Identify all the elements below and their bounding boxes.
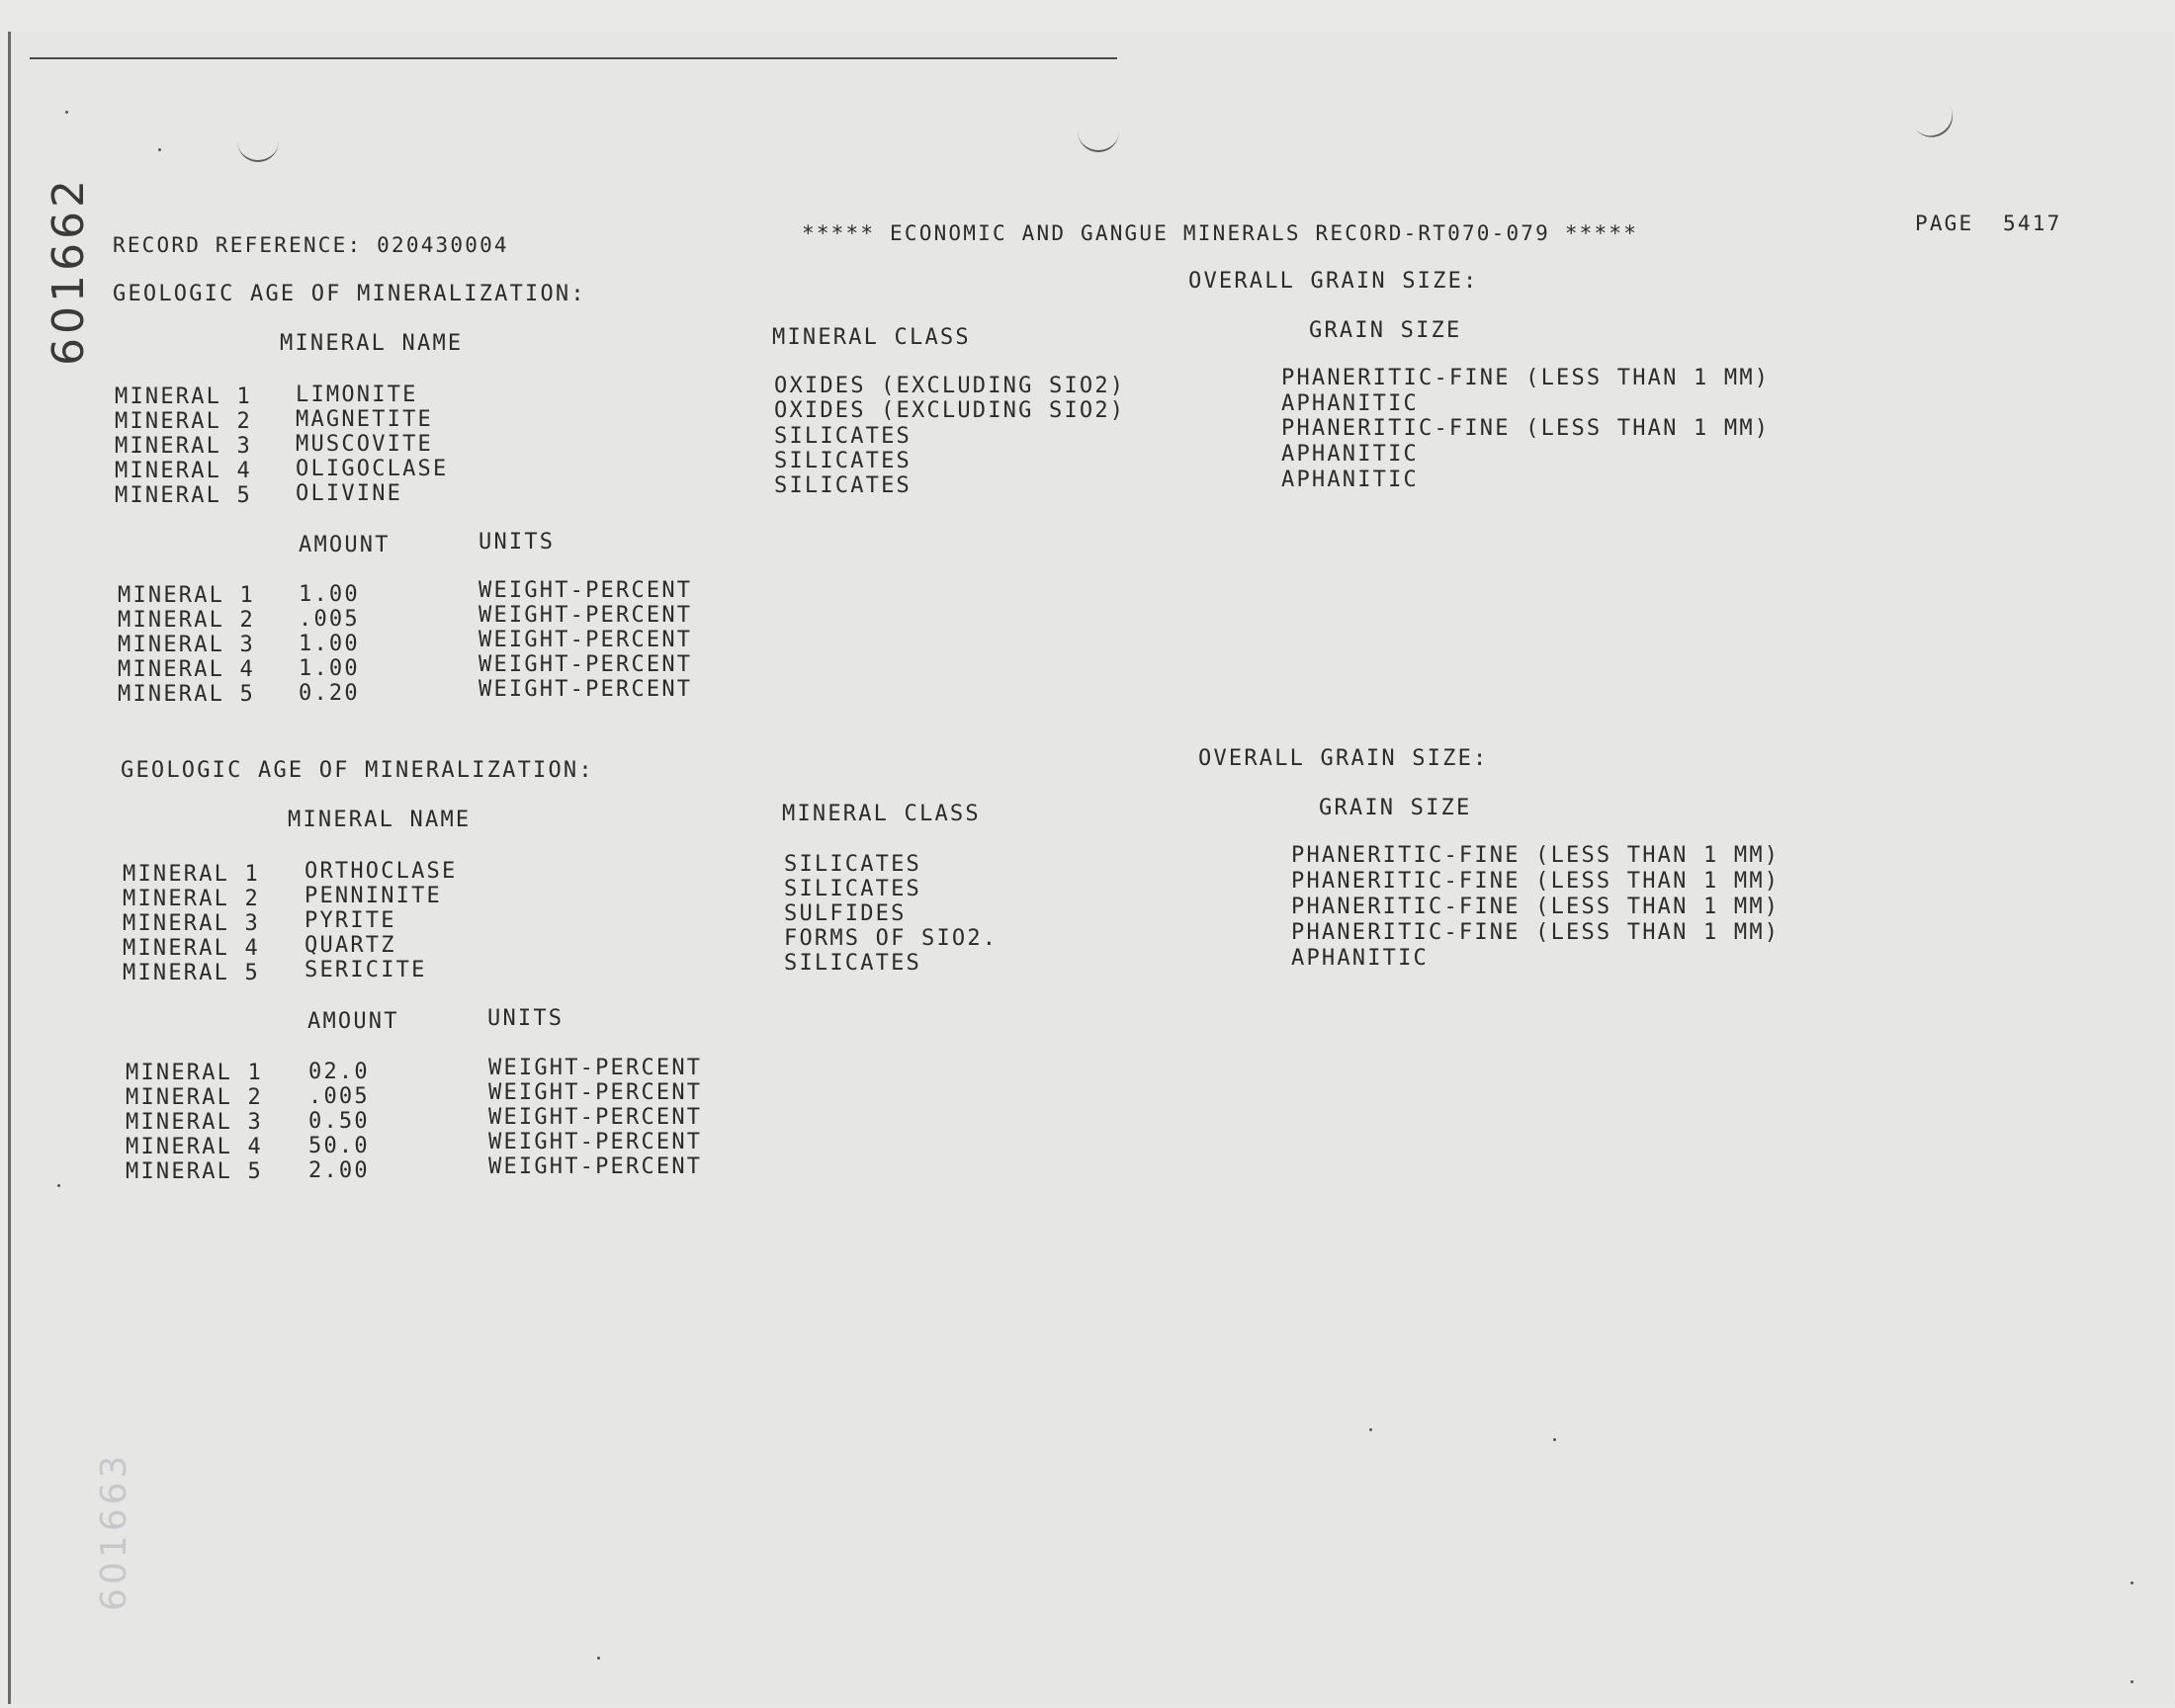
mineral-class: SILICATES xyxy=(784,951,922,976)
paper-edge-line xyxy=(30,57,1117,59)
scan-speck xyxy=(2131,1581,2133,1584)
mineral-amount: 0.50 xyxy=(308,1109,370,1134)
mineral-class: OXIDES (EXCLUDING SIO2) xyxy=(774,398,1126,423)
mineral-amount: .005 xyxy=(308,1084,370,1109)
mineral-label: MINERAL 2 xyxy=(118,608,256,633)
scan-speck xyxy=(2131,1680,2133,1683)
col-units: UNITS xyxy=(478,530,556,555)
col-units: UNITS xyxy=(487,1006,565,1031)
mineral-name: OLIGOCLASE xyxy=(296,457,449,481)
col-mineral-class: MINERAL CLASS xyxy=(782,802,981,826)
record-title: ***** ECONOMIC AND GANGUE MINERALS RECORD-RT070-079 ***** xyxy=(802,221,1639,245)
scan-speck xyxy=(597,1657,600,1660)
col-mineral-name: MINERAL NAME xyxy=(280,331,464,356)
mineral-class: FORMS OF SIO2. xyxy=(784,926,999,951)
page-number: PAGE 5417 xyxy=(1915,212,2062,235)
mineral-label: MINERAL 1 xyxy=(123,862,261,887)
mineral-label: MINERAL 1 xyxy=(118,583,256,608)
mineral-label: MINERAL 5 xyxy=(115,483,253,508)
grain-size: PHANERITIC-FINE (LESS THAN 1 MM) xyxy=(1281,366,1771,390)
mineral-label: MINERAL 2 xyxy=(126,1085,264,1110)
scan-speck xyxy=(1553,1438,1556,1441)
grain-size: PHANERITIC-FINE (LESS THAN 1 MM) xyxy=(1281,416,1771,441)
col-amount: AMOUNT xyxy=(307,1009,399,1034)
mineral-name: ORTHOCLASE xyxy=(304,859,458,884)
scan-speck xyxy=(57,1184,60,1187)
mineral-label: MINERAL 3 xyxy=(118,633,256,657)
document-number-stamp: 601662 xyxy=(44,176,94,366)
mineral-units: WEIGHT-PERCENT xyxy=(478,652,693,677)
mineral-name: MAGNETITE xyxy=(296,407,434,432)
scan-speck xyxy=(158,148,161,151)
mineral-label: MINERAL 1 xyxy=(126,1061,264,1085)
mineral-label: MINERAL 5 xyxy=(126,1159,264,1184)
mineral-amount: 1.00 xyxy=(299,656,360,681)
col-amount: AMOUNT xyxy=(299,533,391,557)
scan-speck xyxy=(65,111,68,114)
mineral-label: MINERAL 2 xyxy=(123,887,261,911)
grain-size: PHANERITIC-FINE (LESS THAN 1 MM) xyxy=(1291,895,1781,919)
mineral-units: WEIGHT-PERCENT xyxy=(488,1080,703,1105)
record-reference: RECORD REFERENCE: 020430004 xyxy=(113,233,509,257)
mineral-label: MINERAL 2 xyxy=(115,409,253,434)
mineral-amount: 0.20 xyxy=(299,681,360,706)
mineral-class: SILICATES xyxy=(784,852,922,877)
mineral-amount: 1.00 xyxy=(299,632,360,656)
document-number-stamp-faint: 601663 xyxy=(94,1451,134,1611)
mineral-units: WEIGHT-PERCENT xyxy=(478,628,693,652)
geologic-age-label: GEOLOGIC AGE OF MINERALIZATION: xyxy=(121,758,594,783)
grain-size: PHANERITIC-FINE (LESS THAN 1 MM) xyxy=(1291,843,1781,868)
mineral-label: MINERAL 3 xyxy=(123,911,261,936)
mineral-label: MINERAL 1 xyxy=(115,384,253,409)
mineral-label: MINERAL 4 xyxy=(115,459,253,483)
grain-size: PHANERITIC-FINE (LESS THAN 1 MM) xyxy=(1291,869,1781,894)
mineral-class: SILICATES xyxy=(784,877,922,901)
overall-grain-size-label: OVERALL GRAIN SIZE: xyxy=(1198,746,1489,771)
col-mineral-name: MINERAL NAME xyxy=(288,808,472,832)
mineral-class: OXIDES (EXCLUDING SIO2) xyxy=(774,374,1126,398)
mineral-units: WEIGHT-PERCENT xyxy=(478,603,693,628)
grain-size: PHANERITIC-FINE (LESS THAN 1 MM) xyxy=(1291,920,1781,945)
mineral-amount: 2.00 xyxy=(308,1158,370,1183)
mineral-class: SILICATES xyxy=(774,424,913,449)
mineral-name: LIMONITE xyxy=(296,383,418,407)
mineral-units: WEIGHT-PERCENT xyxy=(488,1105,703,1130)
grain-size: APHANITIC xyxy=(1281,468,1420,492)
mineral-name: QUARTZ xyxy=(304,933,396,958)
mineral-units: WEIGHT-PERCENT xyxy=(488,1154,703,1179)
grain-size: APHANITIC xyxy=(1291,946,1430,971)
scan-speck xyxy=(1369,1428,1372,1431)
col-grain-size: GRAIN SIZE xyxy=(1309,318,1462,343)
grain-size: APHANITIC xyxy=(1281,442,1420,467)
col-mineral-class: MINERAL CLASS xyxy=(772,325,971,350)
mineral-name: MUSCOVITE xyxy=(296,432,434,457)
mineral-name: PENNINITE xyxy=(304,884,443,908)
geologic-age-label: GEOLOGIC AGE OF MINERALIZATION: xyxy=(113,282,586,306)
mineral-class: SILICATES xyxy=(774,473,913,498)
mineral-units: WEIGHT-PERCENT xyxy=(488,1056,703,1080)
mineral-label: MINERAL 3 xyxy=(126,1110,264,1135)
mineral-name: SERICITE xyxy=(304,958,427,982)
mineral-units: WEIGHT-PERCENT xyxy=(488,1130,703,1154)
mineral-label: MINERAL 5 xyxy=(123,961,261,985)
mineral-label: MINERAL 4 xyxy=(118,657,256,682)
grain-size: APHANITIC xyxy=(1281,391,1420,416)
mineral-amount: 50.0 xyxy=(308,1134,370,1158)
overall-grain-size-label: OVERALL GRAIN SIZE: xyxy=(1188,269,1479,294)
mineral-units: WEIGHT-PERCENT xyxy=(478,578,693,603)
mineral-class: SULFIDES xyxy=(784,901,907,926)
mineral-label: MINERAL 4 xyxy=(126,1135,264,1159)
mineral-name: PYRITE xyxy=(304,908,396,933)
mineral-amount: 1.00 xyxy=(299,582,360,607)
mineral-label: MINERAL 5 xyxy=(118,682,256,707)
mineral-units: WEIGHT-PERCENT xyxy=(478,677,693,702)
mineral-class: SILICATES xyxy=(774,449,913,473)
mineral-label: MINERAL 4 xyxy=(123,936,261,961)
mineral-amount: 02.0 xyxy=(308,1060,370,1084)
mineral-amount: .005 xyxy=(299,607,360,632)
mineral-label: MINERAL 3 xyxy=(115,434,253,459)
col-grain-size: GRAIN SIZE xyxy=(1319,796,1472,820)
mineral-name: OLIVINE xyxy=(296,481,403,506)
